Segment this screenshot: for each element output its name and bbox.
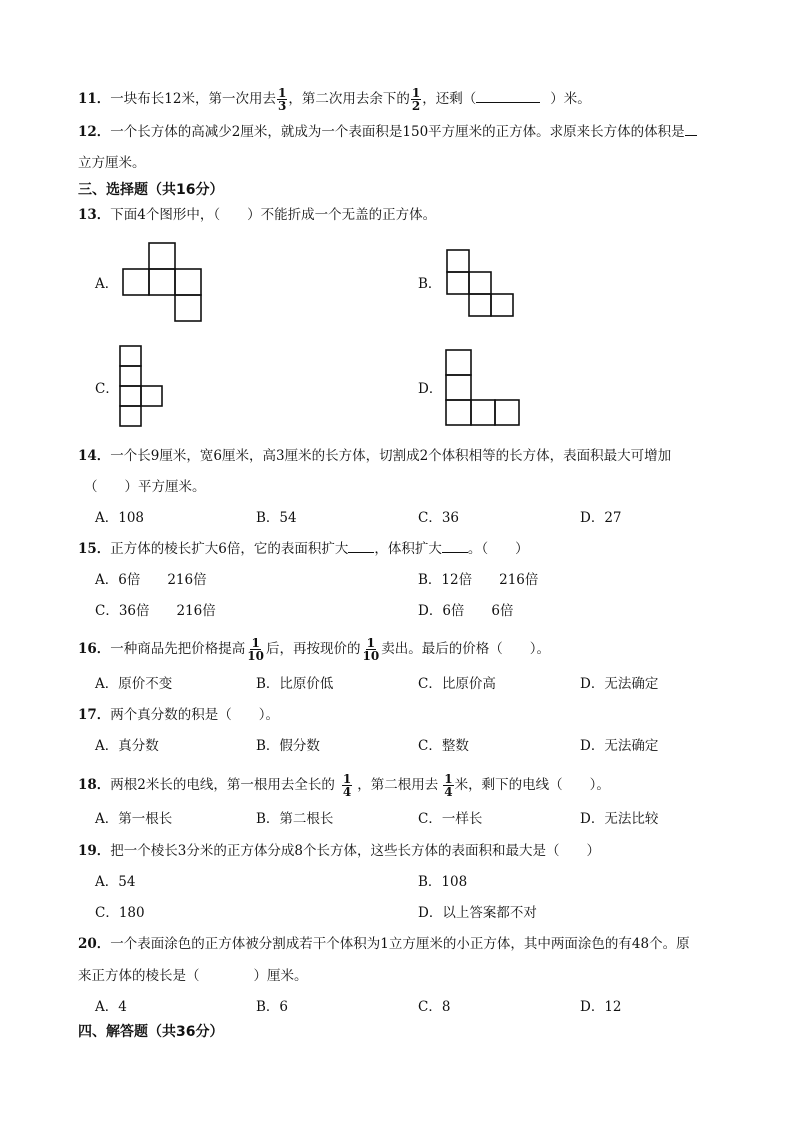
question-16: 16．一种商品先把价格提高 $\frac{1}{10}$ 后，再按现价的 $\frac{1}{10}$ 卖出。最后的价格（ ）。: [78, 636, 550, 663]
option-c[interactable]: C．比原价高: [418, 676, 496, 692]
option-a[interactable]: A．4: [95, 999, 127, 1015]
option-a[interactable]: A．真分数: [95, 738, 159, 754]
option-b-label[interactable]: B．: [418, 276, 442, 292]
fraction: $\frac{1}{10}$: [247, 636, 264, 663]
option-d[interactable]: D．以上答案都不对: [418, 905, 537, 921]
cube-net-d: [446, 350, 522, 430]
fraction: $\frac{1}{3}$: [277, 86, 287, 113]
answer-blank[interactable]: [442, 552, 468, 553]
question-20-cont: 来正方体的棱长是（ ）厘米。: [78, 968, 308, 984]
option-d[interactable]: D．无法确定: [580, 676, 659, 692]
option-a[interactable]: A．6倍 216倍: [95, 572, 207, 588]
answer-blank[interactable]: [685, 135, 697, 136]
option-b[interactable]: B．108: [418, 874, 468, 890]
option-a[interactable]: A．原价不变: [95, 676, 173, 692]
option-d[interactable]: D．12: [580, 999, 622, 1015]
option-c[interactable]: C．180: [95, 905, 145, 921]
option-d[interactable]: D．无法比较: [580, 811, 659, 827]
option-c[interactable]: C．36倍 216倍: [95, 603, 216, 619]
option-b[interactable]: B．6: [256, 999, 289, 1015]
option-a[interactable]: A．108: [95, 510, 145, 526]
fraction: $\frac{1}{4}$: [444, 772, 453, 799]
fraction: $\frac{1}{10}$: [362, 636, 380, 663]
section-heading-4: 四、解答题（共36分）: [78, 1024, 224, 1040]
option-d[interactable]: D．27: [580, 510, 622, 526]
fraction: $\frac{1}{2}$: [411, 86, 421, 113]
question-20: 20．一个表面涂色的正方体被分割成若干个体积为1立方厘米的小正方体，其中两面涂色的有48个。原: [78, 936, 690, 952]
question-14: 14．一个长9厘米，宽6厘米，高3厘米的长方体，切割成2个体积相等的长方体，表面积最大可增加: [78, 448, 672, 464]
question-19: 19．把一个棱长3分米的正方体分成8个长方体，这些长方体的表面积和最大是（ ）: [78, 843, 600, 859]
cube-net-a: [123, 243, 203, 323]
option-a[interactable]: A．54: [95, 874, 136, 890]
question-12-cont: 立方厘米。: [78, 155, 146, 171]
question-12: 12．一个长方体的高减少2厘米，就成为一个表面积是150平方厘米的正方体。求原来长方体的体积是: [78, 122, 697, 142]
option-b[interactable]: B．12倍 216倍: [418, 572, 539, 588]
answer-blank[interactable]: [348, 552, 374, 553]
cube-net-c: [120, 346, 166, 430]
question-number: 11: [78, 91, 97, 107]
option-c[interactable]: C．8: [418, 999, 451, 1015]
option-b[interactable]: B．假分数: [256, 738, 320, 754]
option-b[interactable]: B．第二根长: [256, 811, 334, 827]
fraction: $\frac{1}{4}$: [342, 772, 352, 799]
option-a-label[interactable]: A．: [95, 276, 119, 292]
option-c[interactable]: C．一样长: [418, 811, 483, 827]
answer-blank[interactable]: [476, 102, 540, 103]
section-heading-3: 三、选择题（共16分）: [78, 182, 224, 198]
cube-net-b: [447, 250, 515, 318]
option-d[interactable]: D．6倍 6倍: [418, 603, 514, 619]
option-b[interactable]: B．比原价低: [256, 676, 334, 692]
question-14-cont: （ ）平方厘米。: [84, 479, 206, 495]
question-15: 15．正方体的棱长扩大6倍，它的表面积扩大 ，体积扩大 。（ ）: [78, 541, 529, 557]
question-13: 13．下面4个图形中，（ ）不能折成一个无盖的正方体。: [78, 207, 437, 223]
question-11: 11．一块布长12米，第一次用去 $\frac{1}{3}$ ，第二次用去余下的 $\frac{1}{2}$ ，还剩（ ）米。: [78, 86, 591, 113]
question-17: 17．两个真分数的积是（ ）。: [78, 707, 280, 723]
option-d-label[interactable]: D．: [418, 381, 443, 397]
option-a[interactable]: A．第一根长: [95, 811, 173, 827]
question-18: 18．两根2米长的电线，第一根用去全长的 $\frac{1}{4}$ ，第二根用去 $\frac{1}{4}$ 米，剩下的电线（ ）。: [78, 772, 610, 799]
option-c-label[interactable]: C．: [95, 381, 119, 397]
option-b[interactable]: B．54: [256, 510, 297, 526]
option-c[interactable]: C．36: [418, 510, 460, 526]
option-d[interactable]: D．无法确定: [580, 738, 659, 754]
option-c[interactable]: C．整数: [418, 738, 469, 754]
